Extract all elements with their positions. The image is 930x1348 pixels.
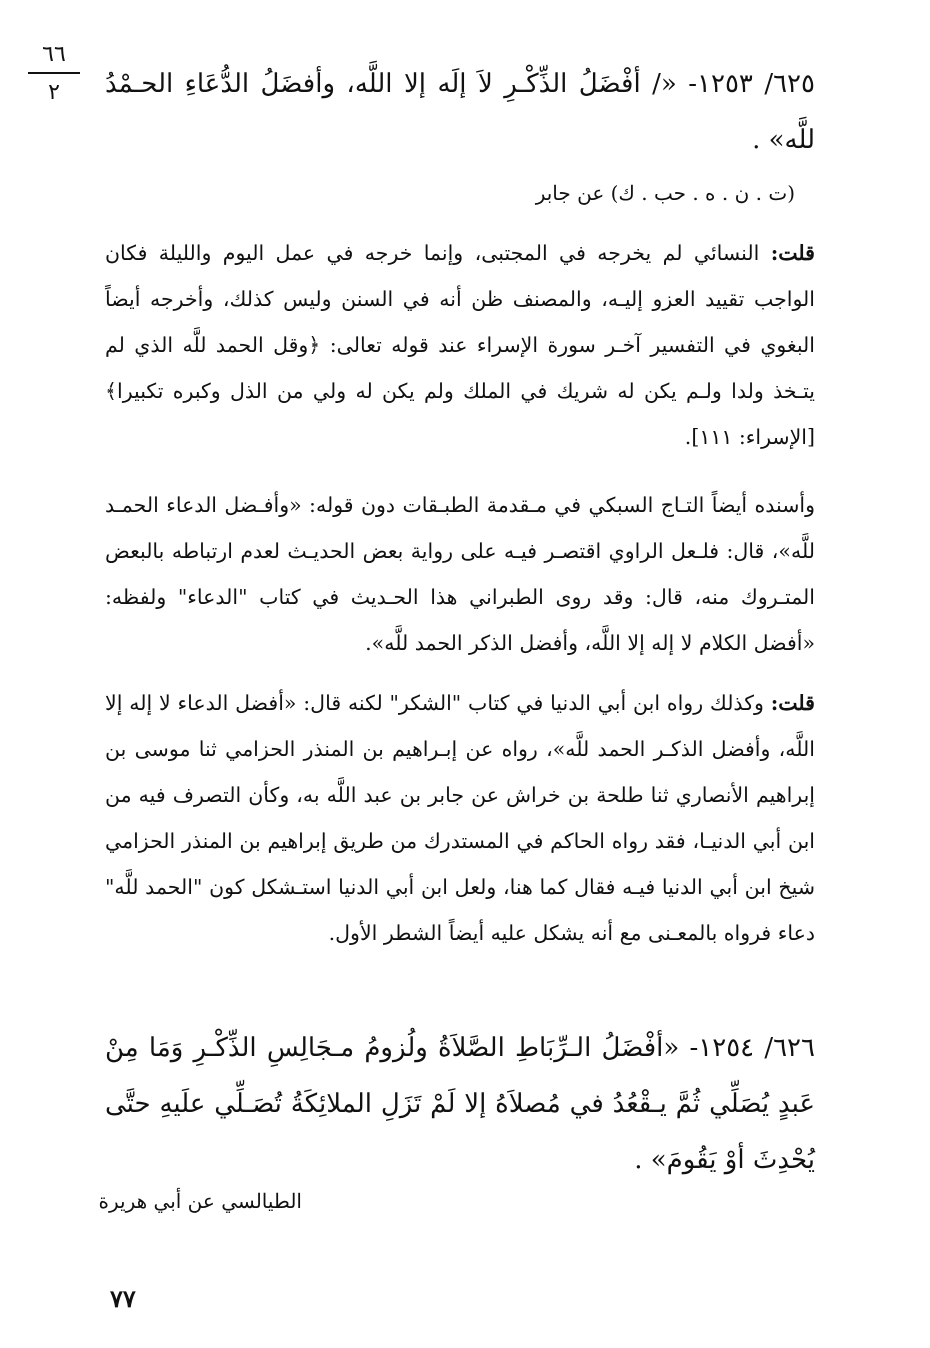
comment-3-lead: قلت:	[770, 691, 815, 715]
hadith-2-source: الطيالسي عن أبي هريرة	[98, 1189, 302, 1213]
hadith-2-text: «أفْضَلُ الـرِّبَاطِ الصَّلاَةُ ولُزومُ مـجَالِسِ الذِّكْـرِ وَمَا مِنْ عَبدٍ يُصَلِّي ثُمَّ يـقْعُدُ في مُصلاَهُ إلا لَمْ تَزَلِ الملائِكَةُ تُصَـلِّي علَيهِ حتَّى يُحْدِثَ أوْ يَقُومَ» .	[105, 1033, 815, 1175]
margin-reference-bottom: ٢	[48, 80, 60, 105]
comment-2	[105, 482, 815, 666]
comment-3	[105, 680, 815, 956]
hadith-1-number: ٦٢٥/ ١٢٥٣-	[688, 69, 815, 99]
comment-1	[105, 230, 815, 460]
comment-2-text: وأسنده أيضاً التـاج السبكي في مـقدمة الطبـقات دون قوله: «وأفـضل الدعاء الحمـد للَّه»، قال: فلـعل الراوي اقتصـر فيـه على رواية بعض الحديـث لعدم ارتباطه بالبعض المتـروك منه، قال: وقد روى الطبراني هذا الحـديث في كتاب "الدعاء" ولفظه: «أفضل الكلام لا إله إلا اللَّه، وأفضل الذكر الحمد للَّه».	[105, 493, 815, 655]
page-number: ٧٧	[110, 1284, 136, 1313]
hadith-1-source: (ت . ن . ه . حب . ك) عن جابر	[535, 181, 795, 205]
comment-1-lead: قلت:	[770, 241, 815, 265]
hadith-2	[105, 1020, 815, 1188]
hadith-1	[105, 56, 815, 168]
margin-reference-rule	[28, 72, 80, 74]
comment-3-text: وكذلك رواه ابن أبي الدنيا في كتاب "الشكر" لكنه قال: «أفضل الدعاء لا إله إلا اللَّه، وأفضل الذكـر الحمد للَّه»، رواه عن إبـراهيم بن المنذر الحزامي ثنا موسى بن إبراهيم الأنصاري ثنا طلحة بن خراش عن جابر بن عبد اللَّه به، وكأن التصرف فيه من ابن أبي الدنيـا، فقد رواه الحاكم في المستدرك من طريق إبراهيم بن المنذر الحزامي شيخ ابن أبي الدنيا فيـه فقال كما هنا، ولعل ابن أبي الدنيا استـشكل كون "الحمد للَّه" دعاء فرواه بالمعـنى مع أنه يشكل عليه أيضاً الشطر الأول.	[105, 691, 815, 945]
comment-1-text: النسائي لم يخرجه في المجتبى، وإنما خرجه في عمل اليوم والليلة فكان الواجب تقييد العزو إليـه، والمصنف ظن أنه في السنن وليس كذلك، وأخرجه أيضاً البغوي في التفسير آخـر سورة الإسراء عند قوله تعالى: ﴿وقل الحمد للَّه الذي لم يتـخذ ولدا ولـم يكن له شريك في الملك ولم يكن له ولي من الذل وكبره تكبيرا﴾ [الإسراء: ١١١].	[105, 241, 815, 449]
margin-reference	[28, 44, 80, 104]
hadith-1-text: «/ أفْضَلُ الذِّكْـرِ لاَ إلَه إلا اللَّه، وأفضَلُ الدُّعَاءِ الحـمْدُ للَّه» .	[105, 69, 815, 155]
margin-reference-top: ٦٦	[42, 42, 66, 67]
hadith-2-number: ٦٢٦/ ١٢٥٤-	[689, 1033, 815, 1063]
